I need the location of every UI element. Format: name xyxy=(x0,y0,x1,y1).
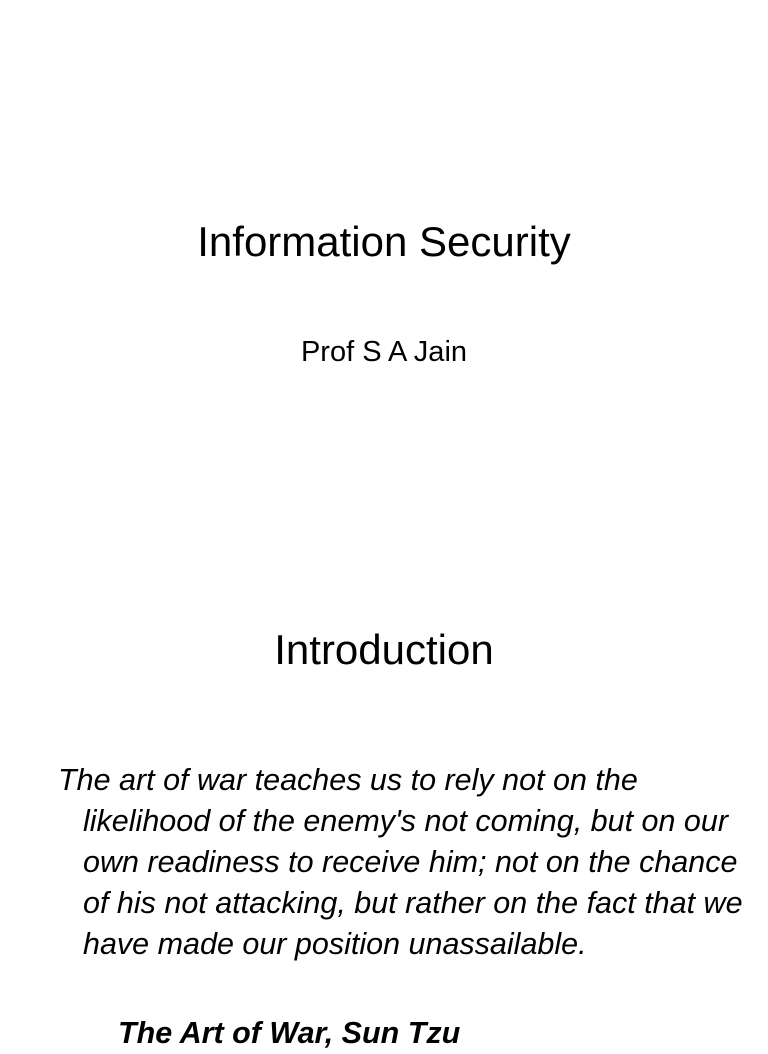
slide-title: Information Security xyxy=(197,218,571,265)
quote-text: The art of war teaches us to rely not on the likelihood of the enemy's not coming, but on our own readiness to receive him; not on the chance of his not attacking, but rather on the fact that we have made our position unassailable. xyxy=(58,763,743,961)
introduction-slide xyxy=(0,576,768,1050)
author-name: Prof S A Jain xyxy=(300,336,468,368)
quote-citation: The Art of War, Sun Tzu xyxy=(118,1016,461,1050)
introduction-heading: Introduction xyxy=(274,626,494,673)
